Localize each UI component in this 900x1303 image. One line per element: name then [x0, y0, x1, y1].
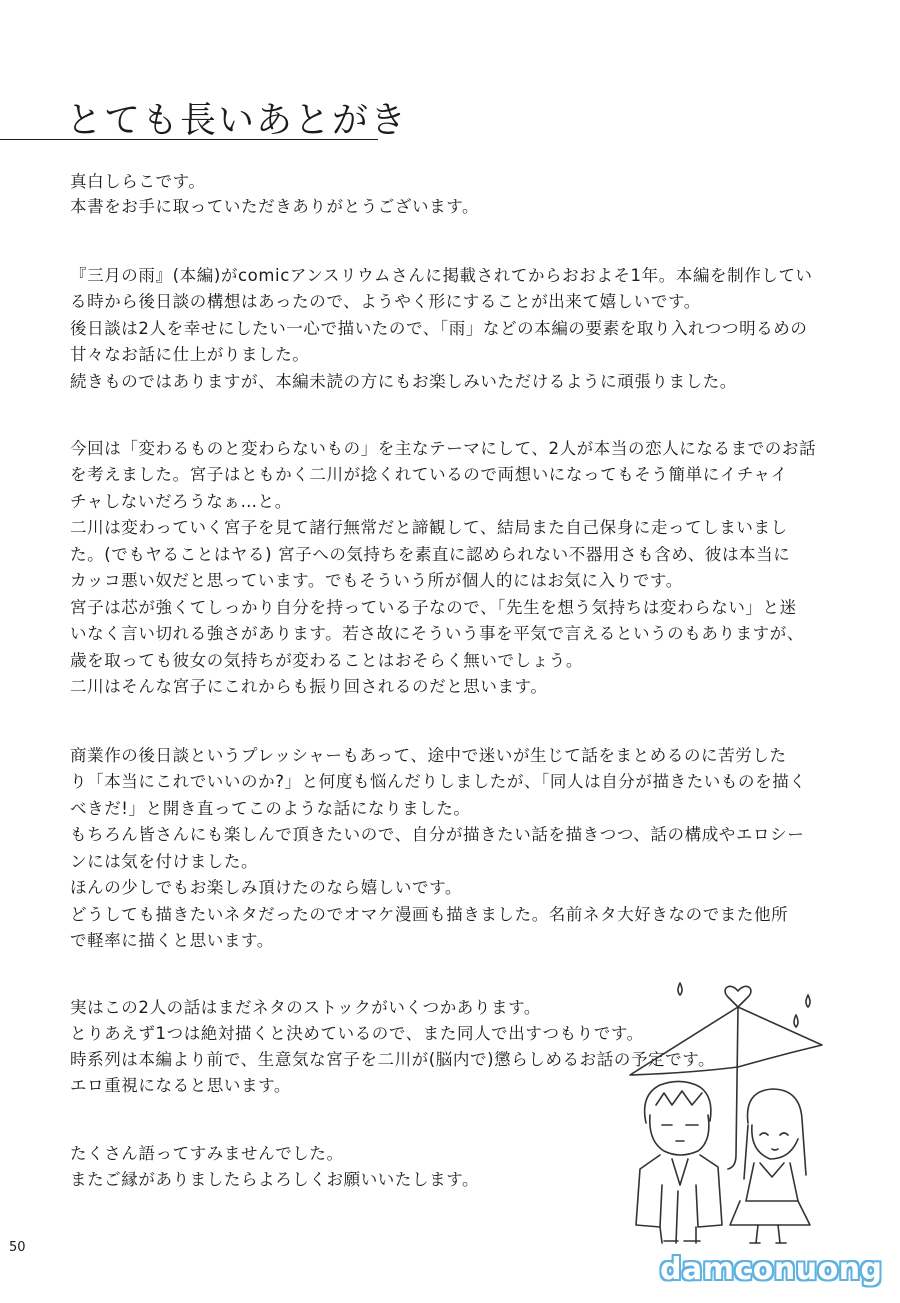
body-line: どうしても描きたいネタだったのでオマケ漫画も描きました。名前ネタ大好きなのでまた他所 [70, 905, 789, 924]
body-line: ほんの少しでもお楽しみ頂けたのなら嬉しいです。 [70, 878, 462, 897]
body-line: たくさん語ってすみませんでした。 [70, 1144, 344, 1163]
umbrella-couple-illustration [600, 955, 850, 1245]
body-line: り「本当にこれでいいのか?」と何度も悩んだりしましたが、「同人は自分が描きたいものを描く [70, 772, 807, 791]
body-line: 『三月の雨』(本編)がcomicアンスリウムさんに掲載されてからおおよそ1年。本編を制作してい [70, 266, 813, 285]
boy-character-icon [636, 1081, 722, 1243]
heart-icon [725, 986, 751, 1007]
body-line: とりあえず1つは絶対描くと決めているので、また同人で出すつもりです。 [70, 1024, 644, 1043]
watermark-logo: damconuong [660, 1252, 883, 1287]
raindrop-icon [794, 1015, 798, 1027]
body-line: 本書をお手に取っていただきありがとうございます。 [70, 197, 480, 216]
body-line: べきだ!」と開き直ってこのような話になりました。 [70, 799, 471, 818]
body-line: る時から後日談の構想はあったので、ようやく形にすることが出来て嬉しいです。 [70, 292, 701, 311]
raindrop-icon [678, 983, 682, 995]
body-line: 甘々なお話に仕上がりました。 [70, 345, 310, 364]
body-line: を考えました。宮子はともかく二川が捻くれているので両想いになってもそう簡単にイチャイ [70, 465, 788, 484]
raindrop-icon [806, 995, 810, 1007]
body-line: 二川は変わっていく宮子を見て諸行無常だと諦観して、結局また自己保身に走ってしまいまし [70, 518, 788, 537]
body-line: 商業作の後日談というプレッシャーもあって、途中で迷いが生じて話をまとめるのに苦労した [70, 746, 787, 765]
body-line: 実はこの2人の話はまだネタのストックがいくつかあります。 [70, 998, 541, 1017]
body-line: チャしないだろうなぁ…と。 [70, 492, 292, 511]
body-line: ンには気を付けました。 [70, 852, 259, 871]
body-line: 後日談は2人を幸せにしたい一心で描いたので、「雨」などの本編の要素を取り入れつつ明るめの [70, 319, 808, 338]
body-line: た。(でもヤることはヤる) 宮子への気持ちを素直に認められない不器用さも含め、彼は本当に [70, 545, 791, 564]
umbrella-icon [630, 1007, 822, 1075]
body-line: で軽率に描くと思います。 [70, 931, 274, 950]
girl-character-icon [730, 1089, 810, 1243]
page-title: とても長いあとがき [66, 100, 409, 141]
body-line: 今回は「変わるものと変わらないもの」を主なテーマにして、2人が本当の恋人になるまでのお話 [70, 439, 817, 458]
body-line: 真白しらこです。 [70, 172, 206, 191]
body-line: 二川はそんな宮子にこれからも振り回されるのだと思います。 [70, 677, 548, 696]
body-line: またご縁がありましたらよろしくお願いいたします。 [70, 1170, 480, 1189]
body-line: カッコ悪い奴だと思っています。でもそういう所が個人的にはお気に入りです。 [70, 571, 683, 590]
body-line: いなく言い切れる強さがあります。若さ故にそういう事を平気で言えるというのもありますが、 [70, 624, 804, 643]
body-line: 歳を取っても彼女の気持ちが変わることはおそらく無いでしょう。 [70, 651, 583, 670]
body-line: 宮子は芯が強くてしっかり自分を持っている子なので、「先生を想う気持ちは変わらない」と迷 [70, 598, 797, 617]
body-line: 続きものではありますが、本編未読の方にもお楽しみいただけるように頑張りました。 [70, 372, 737, 391]
body-line: もちろん皆さんにも楽しんで頂きたいので、自分が描きたい話を描きつつ、話の構成やエロシー [70, 825, 805, 844]
page-number: 50 [9, 1240, 26, 1255]
body-line: 時系列は本編より前で、生意気な宮子を二川が(脳内で)懲らしめるお話の予定です。 [70, 1050, 716, 1069]
body-line: エロ重視になると思います。 [70, 1076, 291, 1095]
title-underline [0, 139, 378, 140]
